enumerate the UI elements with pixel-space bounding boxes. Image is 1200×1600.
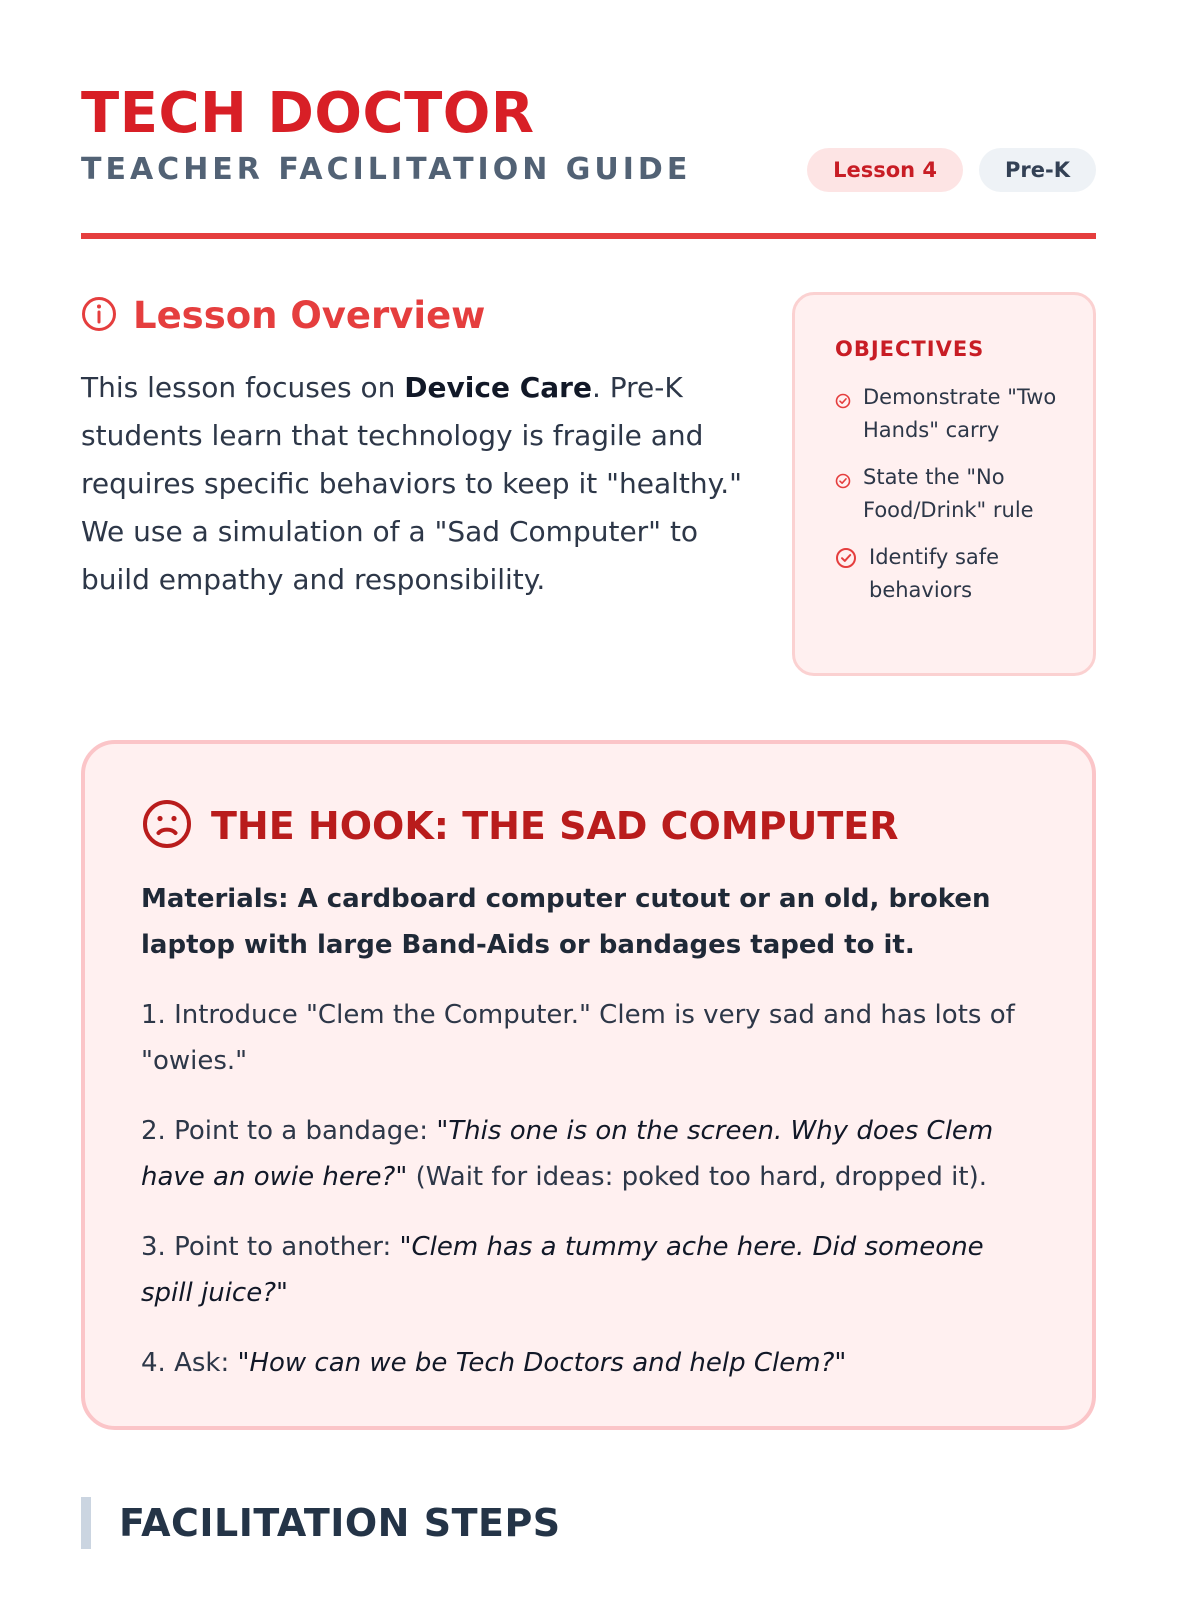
hook-step-quote: "Clem has a tummy ache here. Did someone spill juice?" [141,1232,984,1308]
grade-badge: Pre-K [979,148,1096,192]
document-header [81,82,1096,202]
overview-paragraph-prefix: This lesson focuses on [81,371,405,404]
check-circle-icon [835,466,851,499]
overview-content [81,292,761,604]
page-subtitle: TEACHER FACILITATION GUIDE [81,152,692,187]
overview-paragraph-strong: Device Care [404,371,592,404]
overview-paragraph-suffix: . Pre-K students learn that technology is fragile and requires specific behaviors to keep it "healthy." We use a simulation of a "Sad Computer" to build empathy and responsibility. [81,371,742,596]
section-accent-bar [81,1497,91,1549]
objective-text: Demonstrate "Two Hands" carry [863,385,1057,442]
hook-step-text: 1. Introduce "Clem the Computer." Clem is very sad and has lots of "owies." [141,1000,1015,1076]
hook-heading [141,798,1040,854]
check-circle-icon [835,546,857,579]
objectives-list [835,381,1063,607]
hook-heading-text: THE HOOK: THE SAD COMPUTER [211,804,899,848]
overview-heading-text: Lesson Overview [133,294,486,337]
overview-paragraph [81,364,761,604]
lesson-badge: Lesson 4 [807,148,963,192]
check-circle-icon [835,386,851,419]
hook-step-text: 3. Point to another: [141,1232,400,1262]
hook-step-quote: "This one is on the screen. Why does Clem have an owie here?" [141,1116,994,1192]
objectives-title: OBJECTIVES [835,337,985,361]
objective-text: Identify safe behaviors [869,545,1000,602]
page-title: TECH DOCTOR [81,81,535,146]
hook-materials: Materials: A cardboard computer cutout or an old, broken laptop with large Band-Aids or bandages taped to it. [141,884,991,960]
info-circle-icon [81,296,117,336]
hook-card [81,740,1096,1430]
hook-step [141,1340,1040,1386]
hook-step [141,1108,1040,1200]
header-divider [81,233,1096,239]
hook-step [141,1224,1040,1316]
hook-step-quote: "How can we be Tech Doctors and help Clem?" [237,1348,847,1378]
objective-item [835,461,1063,527]
overview-heading [81,292,761,340]
facilitation-steps-title: FACILITATION STEPS [119,1501,561,1545]
objective-item [835,541,1063,607]
hook-step-text: 4. Ask: [141,1348,238,1378]
objective-text: State the "No Food/Drink" rule [863,465,1034,522]
objectives-card [792,292,1096,676]
hook-step-suffix: (Wait for ideas: poked too hard, dropped it). [407,1162,988,1192]
sad-face-icon [141,798,193,854]
objective-item [835,381,1063,447]
hook-step-text: 2. Point to a bandage: [141,1116,437,1146]
header-tags [807,148,1096,192]
facilitation-steps-heading [81,1497,561,1549]
lesson-overview-section [81,292,1096,682]
hook-step [141,992,1040,1084]
